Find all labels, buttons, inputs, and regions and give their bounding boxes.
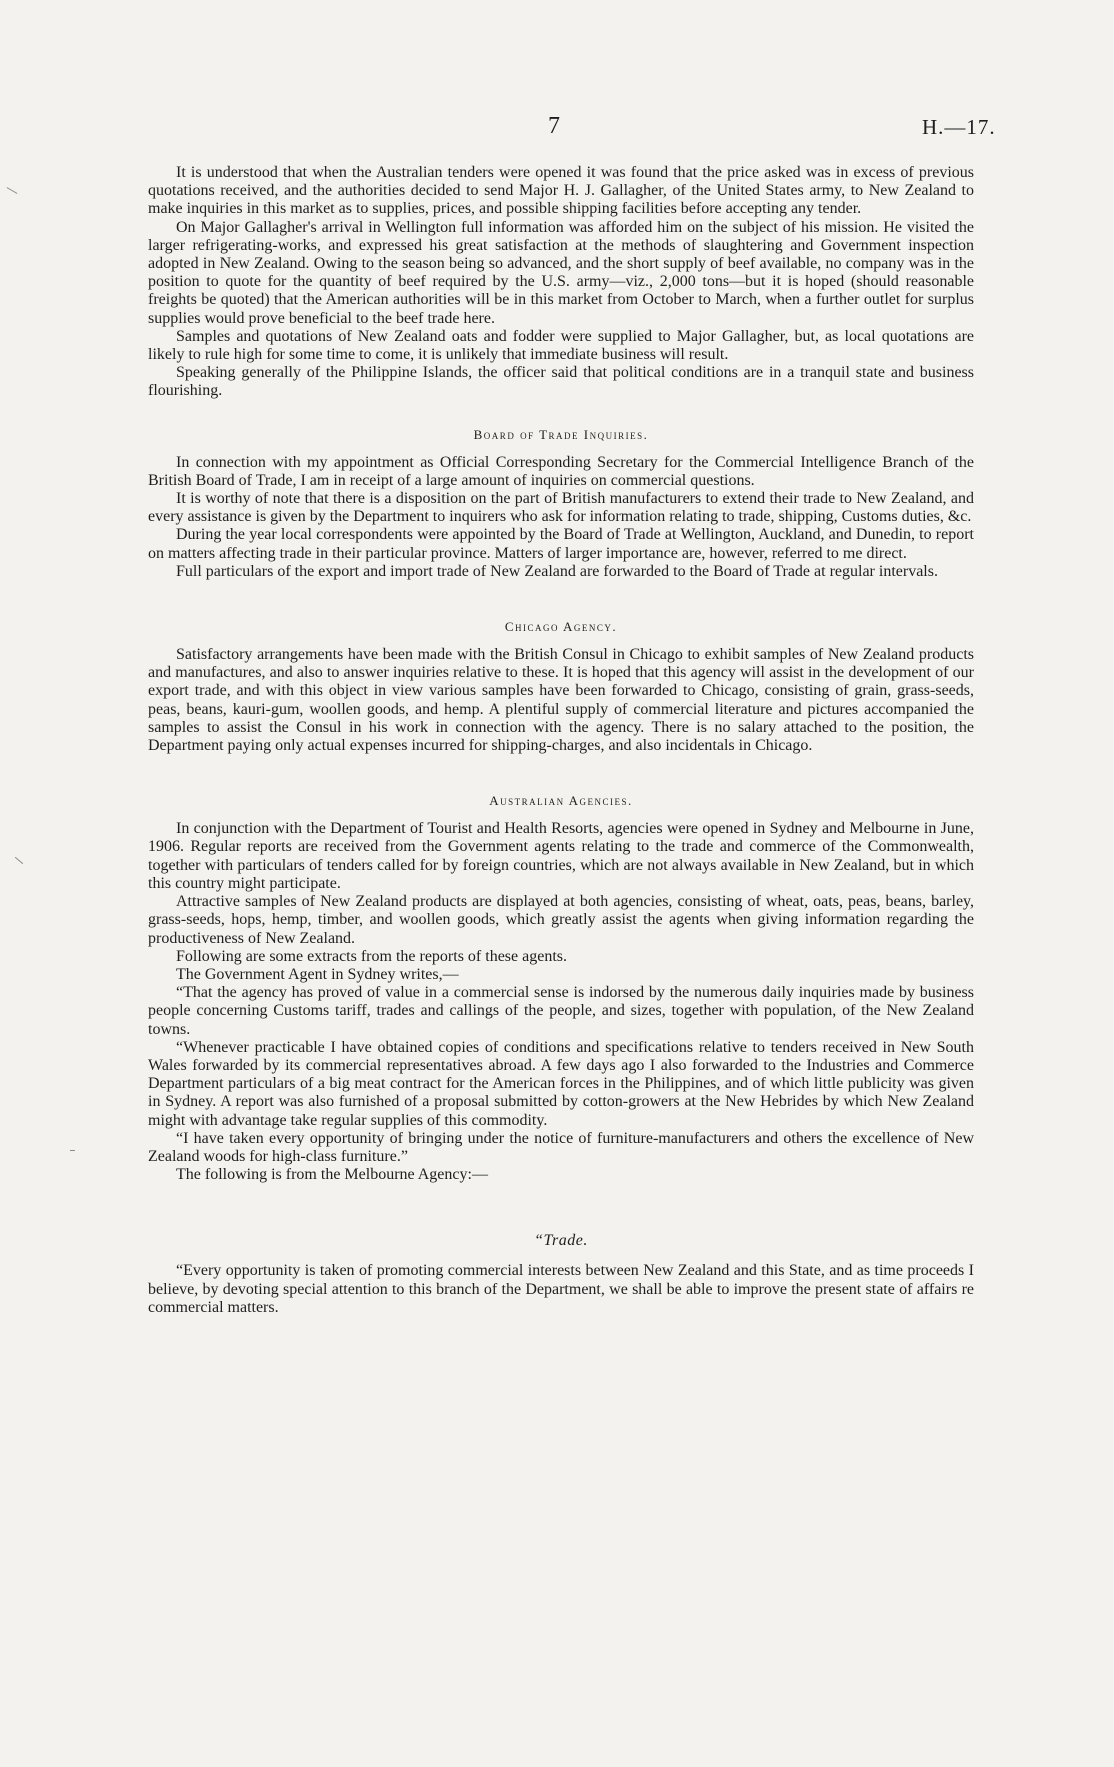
- section-heading: “Trade.: [534, 1232, 588, 1250]
- document-body: [148, 164, 974, 1317]
- scan-mark: [15, 857, 23, 864]
- document-reference: H.—17.: [922, 115, 996, 139]
- paragraph: On Major Gallagher's arrival in Wellington full information was afforded him on the subject of his mission. He visited the larger refrigerating-works, and expressed his great satisfaction at the methods of slaughtering and Government inspection adopted in New Zealand. Owing to the season being so advanced, and the short supply of beef available, no company was in the position to quote for the quantity of beef required by the U.S. army—viz., 2,000 tons—but it is hoped (should reasonable freights be quoted) that the American authorities will be in this market from October to March, when a further outlet for surplus supplies would prove beneficial to the beef trade here.: [148, 218, 974, 327]
- section-philippines: [148, 164, 974, 401]
- scan-mark: [70, 1150, 75, 1151]
- paragraph: The following is from the Melbourne Agency:—: [176, 1166, 488, 1184]
- section-board-of-trade: [148, 426, 974, 581]
- paragraph: “Every opportunity is taken of promoting commercial interests between New Zealand and this State, and as time proceeds I believe, by devoting special attention to this branch of the Department, we shall be able to improve the present state of affairs re commercial matters.: [148, 1262, 974, 1316]
- section-heading: Board of Trade Inquiries.: [473, 426, 649, 442]
- scan-mark: [7, 187, 18, 194]
- paragraph: It is understood that when the Australian tenders were opened it was found that the price asked was in excess of previous quotations received, and the authorities decided to send Major H. J. Gallagher, of the United States army, to New Zealand to make inquiries in this market as to supplies, prices, and possible shipping facilities before accepting any tender.: [148, 164, 974, 218]
- paragraph: Following are some extracts from the reports of these agents.: [176, 947, 567, 965]
- section-chicago-agency: [148, 618, 974, 755]
- section-trade: [148, 1232, 974, 1317]
- paragraph: Full particulars of the export and import trade of New Zealand are forwarded to the Board of Trade at regular intervals.: [176, 562, 938, 580]
- paragraph: It is worthy of note that there is a disposition on the part of British manufacturers to extend their trade to New Zealand, and every assistance is given by the Department to inquirers who ask for information relating to trade, shipping, Customs duties, &c.: [148, 490, 974, 526]
- paragraph: Samples and quotations of New Zealand oats and fodder were supplied to Major Gallagher, but, as local quotations are likely to rule high for some time to come, it is unlikely that immediate business will result.: [148, 327, 974, 364]
- paragraph: “Whenever practicable I have obtained copies of conditions and specifications relative to tenders received in New South Wales forwarded by its commercial representatives abroad. A few days ago I also forwarded to the Industries and Commerce Department particulars of a big meat contract for the American forces in the Philippines, and of which little publicity was given in Sydney. A report was also furnished of a proposal submitted by cotton-growers at the New Hebrides by which New Zealand might with advantage take regular supplies of this commodity.: [148, 1038, 974, 1129]
- paragraph: The Government Agent in Sydney writes,—: [176, 965, 459, 983]
- paragraph: In conjunction with the Department of Tourist and Health Resorts, agencies were opened in Sydney and Melbourne in June, 1906. Regular reports are received from the Government agents relating to the trade and commerce of the Commonwealth, together with particulars of tenders called for by foreign countries, which are not always available in New Zealand, but in which this country might participate.: [148, 820, 974, 892]
- paragraph: Attractive samples of New Zealand products are displayed at both agencies, consisting of wheat, oats, peas, beans, barley, grass-seeds, hops, hemp, timber, and woollen goods, which greatly assist the agents when giving information regarding the productiveness of New Zealand.: [148, 893, 974, 947]
- section-australian-agencies: [148, 792, 974, 1184]
- paragraph: During the year local correspondents were appointed by the Board of Trade at Wellington, Auckland, and Dunedin, to report on matters affecting trade in their particular province. Matters of larger importance are, however, referred to me direct.: [148, 526, 974, 562]
- section-heading: Australian Agencies.: [489, 793, 633, 809]
- paragraph: Speaking generally of the Philippine Islands, the officer said that political conditions are in a tranquil state and business flourishing.: [148, 364, 974, 400]
- paragraph: “That the agency has proved of value in a commercial sense is indorsed by the numerous daily inquiries made by business people concerning Customs tariff, trades and callings of the people, and sizes, together with population, of the New Zealand towns.: [148, 984, 974, 1038]
- section-heading: Chicago Agency.: [504, 619, 618, 635]
- paragraph: In connection with my appointment as Official Corresponding Secretary for the Commercial Intelligence Branch of the British Board of Trade, I am in receipt of a large amount of inquiries on commercial questions.: [148, 453, 974, 489]
- paragraph: “I have taken every opportunity of bringing under the notice of furniture-manufacturers and others the excellence of New Zealand woods for high-class furniture.”: [148, 1129, 974, 1165]
- paragraph: Satisfactory arrangements have been made with the British Consul in Chicago to exhibit samples of New Zealand products and manufactures, and also to answer inquiries relative to these. It is hoped that this agency will assist in the development of our export trade, and with this object in view various samples have been forwarded to Chicago, consisting of grain, grass-seeds, peas, beans, kauri-gum, woollen goods, and hemp. A plentiful supply of commercial literature and pictures accompanied the samples to assist the Consul in his work in connection with the agency. There is no salary attached to the position, the Department paying only actual expenses incurred for shipping-charges, and also incidentals in Chicago.: [148, 646, 974, 755]
- page-number: 7: [548, 113, 560, 139]
- page-header: [0, 113, 1114, 143]
